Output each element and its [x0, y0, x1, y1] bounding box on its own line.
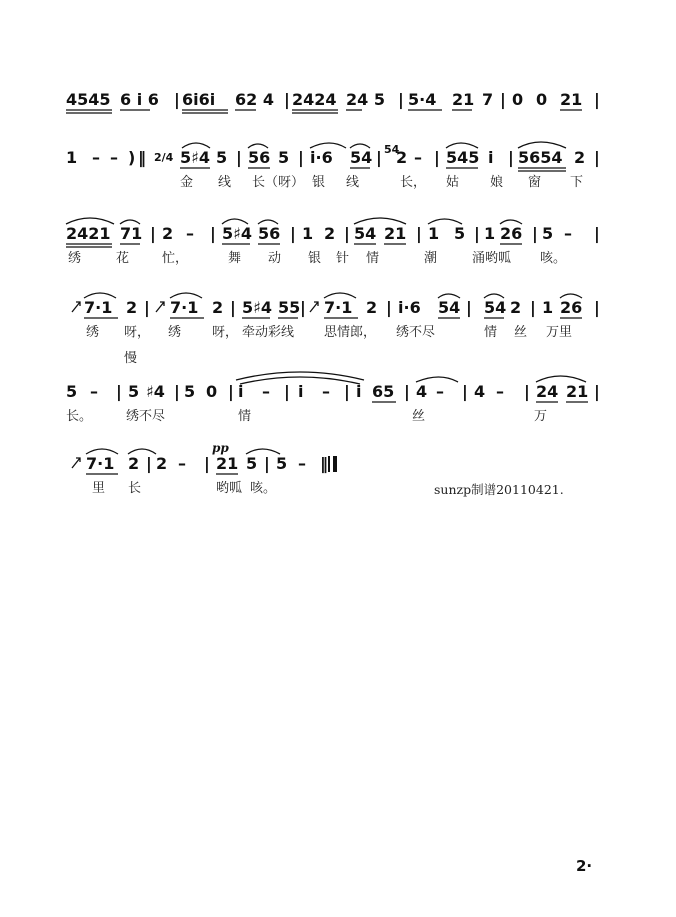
lyric: 情	[238, 409, 252, 424]
note-group: 56	[248, 148, 271, 167]
note-group: 24 5	[346, 90, 385, 109]
barline: |	[300, 298, 306, 317]
note-group: –	[90, 382, 98, 401]
barline: |	[150, 224, 156, 243]
note-group: 0	[536, 90, 548, 109]
note-group: –	[186, 224, 194, 243]
note-group: 0	[512, 90, 524, 109]
note-group: i·6	[310, 148, 333, 167]
lyric: 花	[116, 251, 130, 266]
note-group: –	[564, 224, 572, 243]
note-group: –	[496, 382, 504, 401]
note-group: 54	[354, 224, 377, 243]
lyric: 哟呱	[216, 481, 243, 496]
barline: |	[376, 148, 382, 167]
note-group: 6 i 6	[120, 90, 159, 109]
note-group: 1	[66, 148, 78, 167]
note-group: 1	[484, 224, 496, 243]
barline: |	[594, 298, 600, 317]
lyric: 娘	[490, 175, 504, 190]
note-group: 21	[566, 382, 589, 401]
note-group: 7·1	[170, 298, 199, 317]
note-group: 5♯4	[242, 298, 273, 317]
note-group: 54	[438, 298, 461, 317]
barline: |	[508, 148, 514, 167]
note-group: 26	[560, 298, 583, 317]
barline: |	[204, 454, 210, 473]
lyric: 绣不尽	[396, 325, 436, 340]
page-number: 2·	[576, 857, 593, 875]
lyric: 情	[366, 251, 380, 266]
lyric: 针	[336, 251, 350, 266]
note-group: 545	[446, 148, 480, 167]
note-group: i	[488, 148, 494, 167]
final-barline: ‖	[320, 454, 328, 473]
barline: |	[466, 298, 472, 317]
lyric: 咳。	[540, 251, 567, 266]
barline: |	[284, 90, 290, 109]
notes-row-2	[0, 143, 676, 174]
note-group: 5	[454, 224, 466, 243]
note-group: 71	[120, 224, 143, 243]
note-group: 5	[542, 224, 554, 243]
note-group: 7·1	[324, 298, 353, 317]
note-group: i	[238, 382, 244, 401]
note-group: 2	[574, 148, 586, 167]
lyrics-row-3	[0, 252, 676, 272]
note-group: 2	[510, 298, 522, 317]
grace-notes: 54	[384, 143, 400, 156]
lyric: 绣	[68, 251, 82, 266]
note-group: i	[356, 382, 362, 401]
lyric: 情	[484, 325, 498, 340]
barline: |	[500, 90, 506, 109]
note-group: 21	[384, 224, 407, 243]
lyric: 潮	[424, 251, 438, 266]
barline: |	[174, 382, 180, 401]
barline: |	[594, 382, 600, 401]
notes-row-6	[0, 456, 676, 480]
note-group: 21	[452, 90, 475, 109]
note-group: 5	[246, 454, 258, 473]
lyric: 姑	[446, 175, 460, 190]
lyric: 丝	[412, 409, 426, 424]
notes-row-5	[0, 384, 676, 408]
barline: |	[398, 90, 404, 109]
barline: |	[228, 382, 234, 401]
lyric: 万里	[546, 325, 573, 340]
lyric: 万	[534, 409, 548, 424]
note-group: 4	[416, 382, 428, 401]
barline: |	[344, 382, 350, 401]
barline: |	[236, 148, 242, 167]
lyric: 金	[180, 175, 194, 190]
note-group: 55	[278, 298, 301, 317]
note-group: 7·1	[84, 298, 113, 317]
note-group: 21	[216, 454, 239, 473]
note-group: –	[436, 382, 444, 401]
note-group: –	[92, 148, 100, 167]
lyric: 动	[268, 251, 282, 266]
note-group: 2	[212, 298, 224, 317]
note-group: 62 4	[235, 90, 274, 109]
barline: |	[434, 148, 440, 167]
barline: |	[174, 90, 180, 109]
note-group: 7·1	[86, 454, 115, 473]
note-group: 65	[372, 382, 395, 401]
note-group: –	[298, 454, 306, 473]
note-group: 24	[536, 382, 559, 401]
barline: |	[116, 382, 122, 401]
barline: |	[530, 298, 536, 317]
lyric: 银	[312, 175, 326, 190]
note-group: 1	[542, 298, 554, 317]
barline: |	[230, 298, 236, 317]
note-group: 5	[276, 454, 288, 473]
note-group: 5♯4	[222, 224, 253, 243]
note-group: 0	[206, 382, 218, 401]
barline: |	[298, 148, 304, 167]
note-group: 2	[324, 224, 336, 243]
note-group: ♯4	[146, 382, 165, 401]
lyric: 长（呀）	[252, 175, 305, 190]
note-group: 4	[474, 382, 486, 401]
lyric: 呀，	[124, 325, 151, 340]
lyrics-row-5	[0, 410, 676, 430]
lyric: 长	[128, 481, 142, 496]
note-group: i	[298, 382, 304, 401]
note-group: 2	[396, 148, 408, 167]
barline: |	[594, 90, 600, 109]
barline: |	[264, 454, 270, 473]
notes-row-4	[0, 300, 676, 324]
note-group: 2	[162, 224, 174, 243]
barline: |	[144, 298, 150, 317]
note-group: i·6	[398, 298, 421, 317]
note-group: 26	[500, 224, 523, 243]
notes-row-3	[0, 226, 676, 250]
barline: |	[462, 382, 468, 401]
note-group: 2	[366, 298, 378, 317]
note-group: 2	[126, 298, 138, 317]
dynamic-marking: pp	[212, 441, 229, 455]
lyrics-row-2	[0, 176, 676, 196]
lyric: 忙，	[162, 251, 189, 266]
repeat-barline: ‖	[138, 148, 146, 167]
barline: |	[344, 224, 350, 243]
note-group: 2421	[66, 224, 111, 243]
note-group: 54	[484, 298, 507, 317]
note-group: 2424	[292, 90, 337, 109]
barline: |	[404, 382, 410, 401]
barline: |	[594, 148, 600, 167]
note-group: –	[110, 148, 118, 167]
note-group: 5·4	[408, 90, 437, 109]
note-group: 5654	[518, 148, 563, 167]
note-group: –	[414, 148, 422, 167]
note-group: 5♯4	[180, 148, 211, 167]
barline: |	[524, 382, 530, 401]
note-group: 21	[560, 90, 583, 109]
lyric: 里	[92, 481, 106, 496]
note-group: 1	[302, 224, 314, 243]
note-group: –	[178, 454, 186, 473]
note-group: 5	[184, 382, 196, 401]
tempo-marking: 慢	[124, 351, 138, 366]
lyric: 线	[346, 175, 360, 190]
lyric: 思情郎，	[324, 325, 377, 340]
lyrics-row-6	[0, 482, 676, 502]
note-group: 4545	[66, 90, 111, 109]
credit-text: sunzp制谱20110421.	[434, 482, 564, 497]
note-group: –	[322, 382, 330, 401]
time-signature: 2/4	[154, 151, 174, 164]
note-group: 56	[258, 224, 281, 243]
note-group: 6i6i	[182, 90, 216, 109]
barline: |	[594, 224, 600, 243]
lyric: 舞	[228, 251, 242, 266]
barline: |	[290, 224, 296, 243]
lyric: 呀，	[212, 325, 239, 340]
barline: |	[416, 224, 422, 243]
lyric: 下	[570, 175, 584, 190]
note-group: )	[128, 148, 136, 167]
lyric: 咳。	[250, 481, 277, 496]
note-group: 5	[216, 148, 228, 167]
barline: |	[284, 382, 290, 401]
barline: |	[146, 454, 152, 473]
barline: |	[532, 224, 538, 243]
barline: |	[210, 224, 216, 243]
note-group: 7	[482, 90, 494, 109]
lyric: 绣不尽	[126, 409, 166, 424]
lyric: 长。	[66, 409, 93, 424]
lyrics-row-4	[0, 326, 676, 346]
lyric: 丝	[514, 325, 528, 340]
note-group: 5	[66, 382, 78, 401]
note-group: –	[262, 382, 270, 401]
lyric: 银	[308, 251, 322, 266]
note-group: 1	[428, 224, 440, 243]
note-group: 2	[156, 454, 168, 473]
note-group: 54	[350, 148, 373, 167]
lyric: 涌哟呱	[472, 251, 512, 266]
lyric: 绣	[86, 325, 100, 340]
barline: |	[386, 298, 392, 317]
note-group: 5	[278, 148, 290, 167]
lyric: 线	[218, 175, 232, 190]
lyric: 牵动彩线	[242, 325, 295, 340]
lyric: 长，	[400, 175, 427, 190]
barline: |	[474, 224, 480, 243]
lyric: 绣	[168, 325, 182, 340]
lyric: 窗	[528, 175, 542, 190]
notes-row-1	[0, 92, 676, 116]
note-group: 2	[128, 454, 140, 473]
note-group: 5	[128, 382, 140, 401]
